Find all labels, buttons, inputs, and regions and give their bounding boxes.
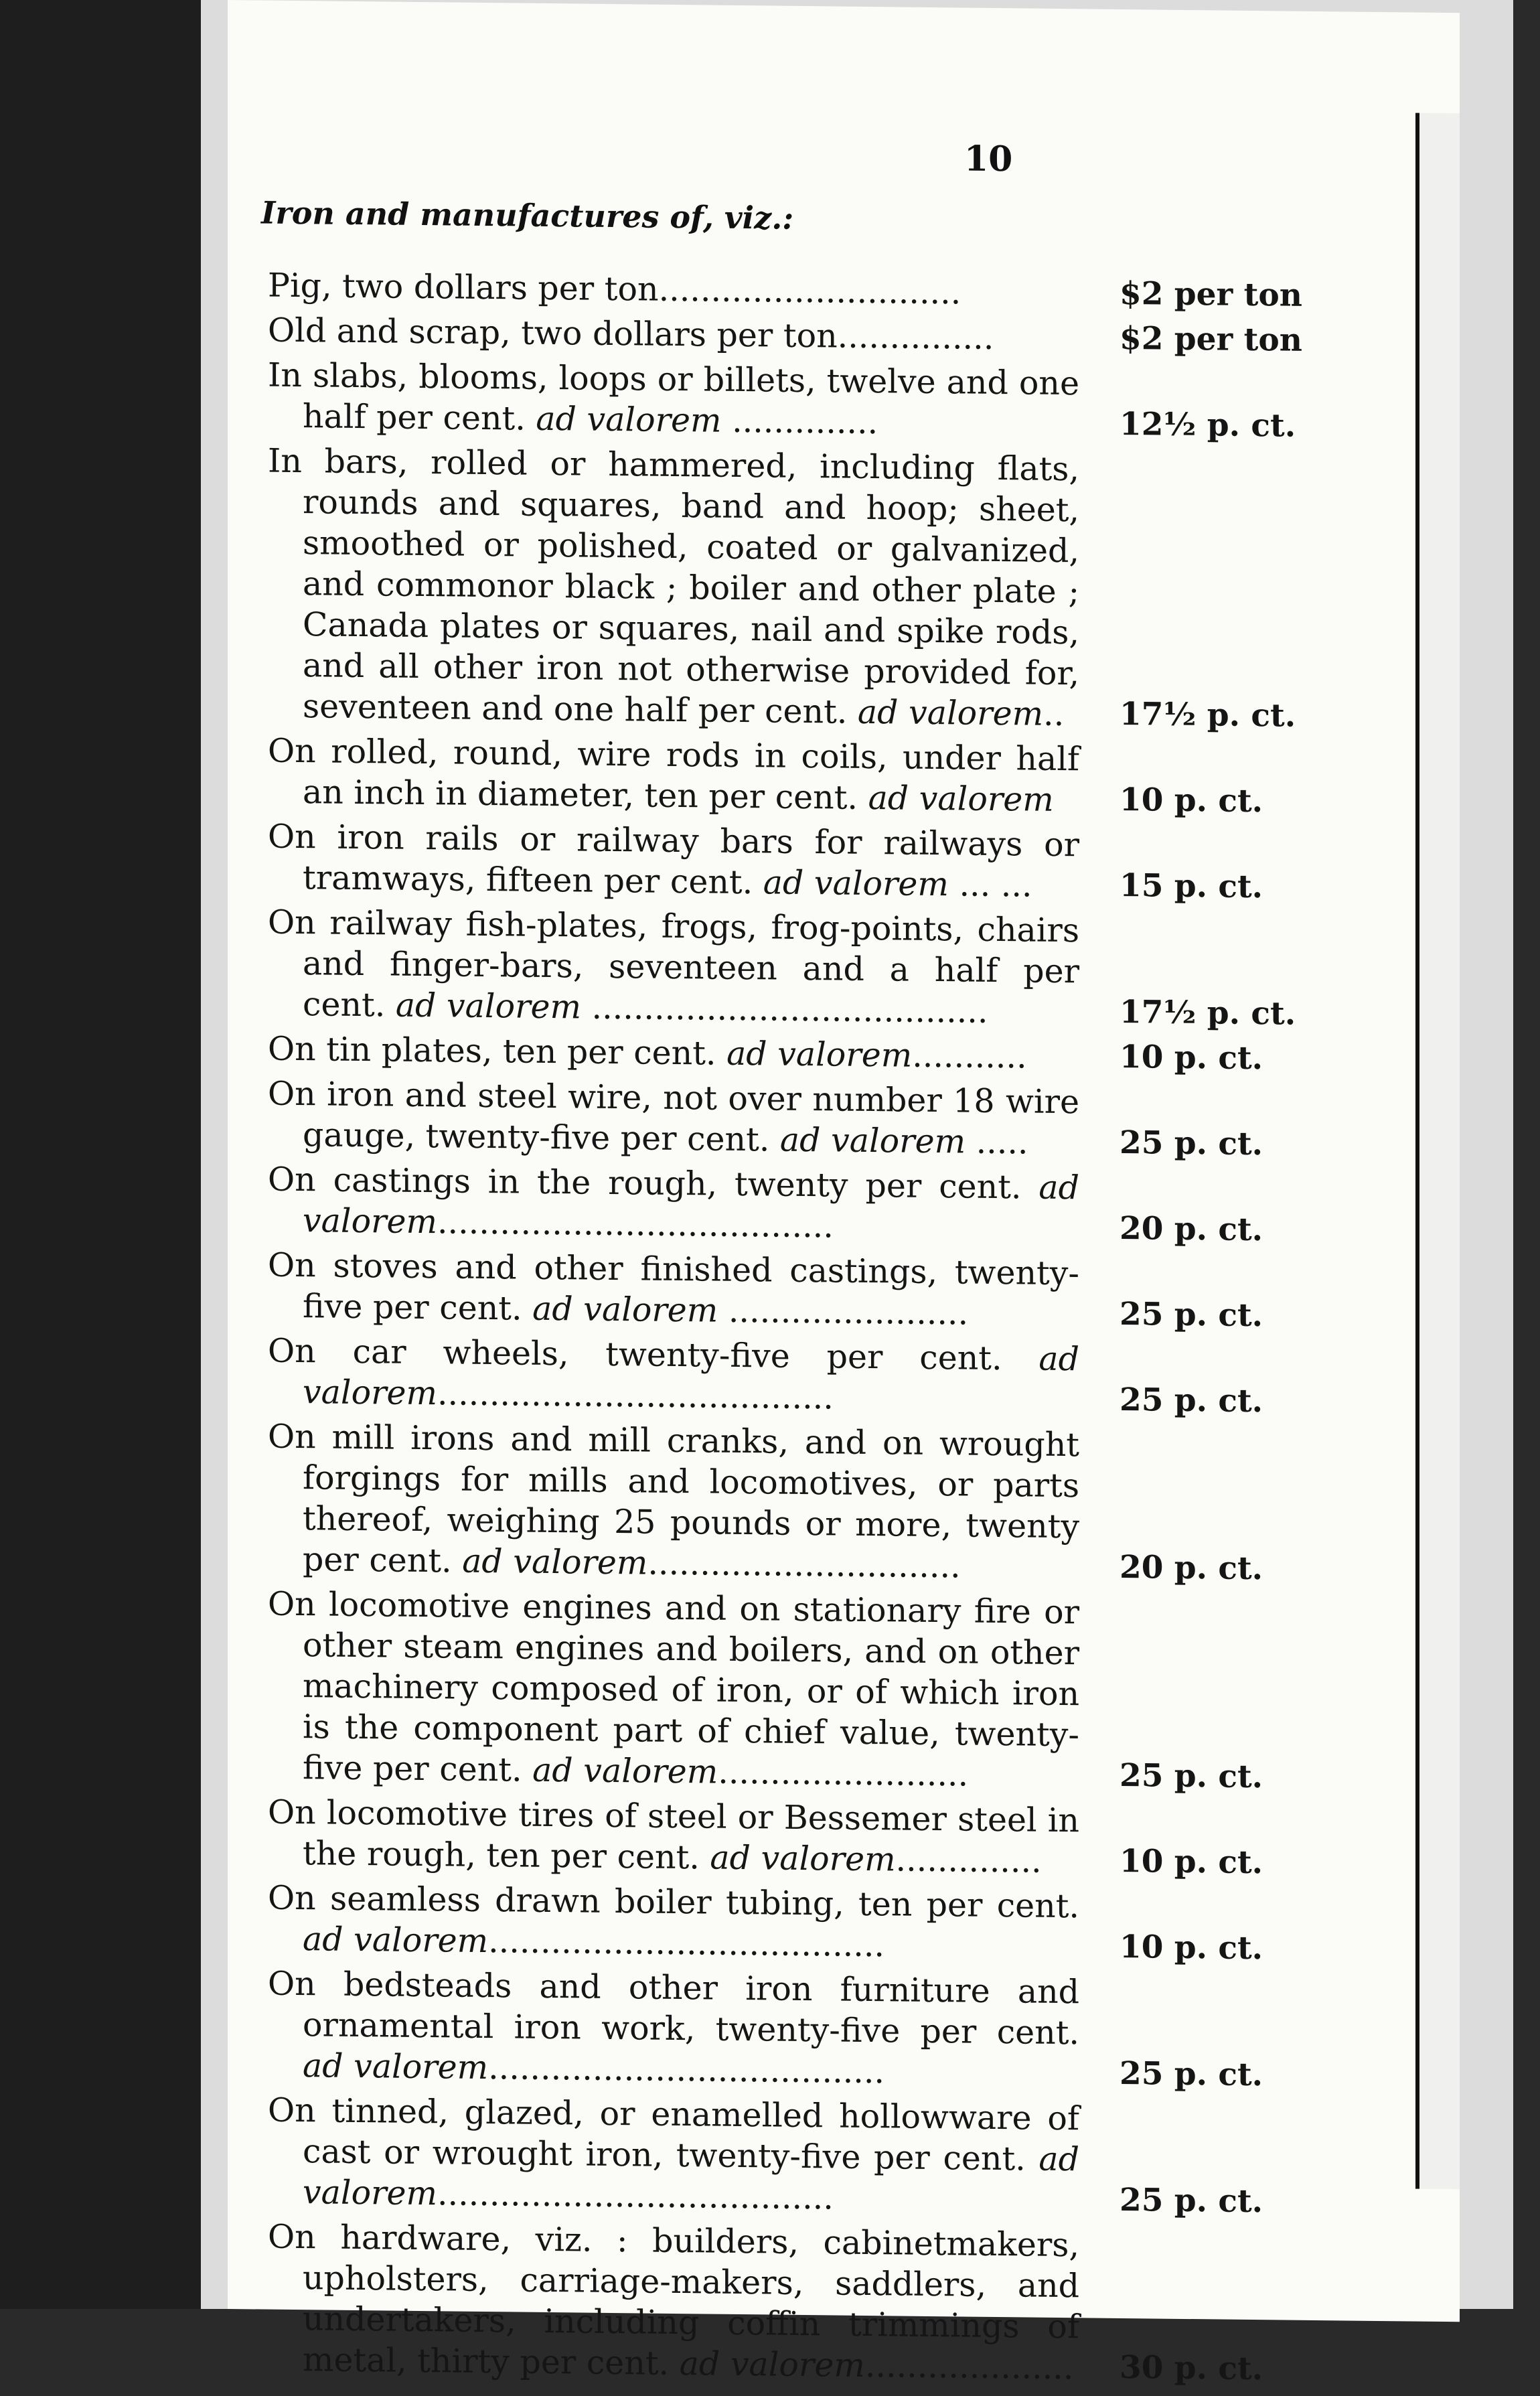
entry-leader: ...................................... [437, 2174, 834, 2217]
duty-rate: 12½ p. ct. [1120, 405, 1296, 445]
tariff-entries [268, 265, 1339, 2395]
tariff-entry [268, 1792, 1339, 1885]
entry-leader: .............. [895, 1840, 1042, 1880]
duty-rate: 15 p. ct. [1120, 867, 1263, 906]
entry-text: On iron rails or railway bars for railways or tramways, fifteen per cent. [268, 817, 1079, 902]
duty-rate: 10 p. ct. [1120, 1842, 1263, 1882]
entry-italic: ad valorem [857, 692, 1044, 733]
facing-page-edge [1415, 113, 1460, 2190]
duty-rate: 10 p. ct. [1120, 781, 1263, 820]
duty-rate: 25 p. ct. [1120, 1295, 1263, 1335]
tariff-entry [268, 441, 1339, 738]
entry-italic: ad valorem [303, 1339, 1079, 1413]
entry-leader: ...................................... [488, 1922, 884, 1965]
entry-text: On mill irons and mill cranks, and on wrought forgings for mills and locomotives, or parts thereof, weighing 25 pounds or more, twenty per cent. [268, 1417, 1079, 1580]
tariff-entry [268, 1245, 1339, 1338]
page-number: 10 [964, 138, 1013, 180]
entry-leader: ........... [912, 1036, 1027, 1076]
entry-text: On locomotive tires of steel or Bessemer steel in the rough, ten per cent. [268, 1793, 1079, 1877]
entry-text: On locomotive engines and on stationary fire or other steam engines and boilers, and on other machinery composed of iron, or of which iron is the component part of chief value, twenty-five per cent. [268, 1584, 1079, 1789]
entry-text: Old and scrap, two dollars per ton [268, 311, 838, 356]
duty-rate: 17½ p. ct. [1120, 695, 1296, 735]
entry-text: In slabs, blooms, loops or billets, twelve and one half per cent. [268, 356, 1079, 438]
tariff-entry [268, 355, 1339, 448]
document-page [228, 0, 1460, 2388]
entry-leader: ..... [976, 1122, 1028, 1162]
duty-rate: 25 p. ct. [1120, 1381, 1263, 1420]
entry-text: On stoves and other finished castings, twenty-five per cent. [268, 1246, 1079, 1328]
entry-text: On car wheels, twenty-five per cent. [268, 1331, 1002, 1378]
section-heading: Iron and manufactures of, viz.: [261, 194, 794, 236]
entry-italic: ad valorem [303, 1920, 489, 1961]
entry-description [268, 731, 1079, 821]
entry-text: On rolled, round, wire rods in coils, under half an inch in diameter, ten per cent. [268, 731, 1079, 817]
entry-description [268, 2090, 1079, 2221]
entry-italic: ad valorem [710, 1838, 896, 1879]
tariff-entry [268, 1159, 1339, 1252]
entry-description [268, 902, 1079, 1033]
entry-italic: ad valorem [303, 1168, 1079, 1242]
entry-text: On castings in the rough, twenty per cent. [268, 1160, 1022, 1207]
duty-rate: 25 p. ct. [1120, 2181, 1263, 2221]
entry-description [268, 1073, 1079, 1164]
duty-rate: 20 p. ct. [1120, 1209, 1263, 1249]
entry-italic: ad valorem [726, 1034, 913, 1075]
entry-text: On hardware, viz. : builders, cabinetmakers, upholsters, carriage-makers, saddlers, and undertakers, including coffin trimmings of metal, thirty per cent. [268, 2217, 1079, 2383]
entry-italic: ad valorem [462, 1542, 648, 1582]
entry-leader: .. [1043, 694, 1065, 734]
tariff-entry [268, 816, 1339, 909]
entry-text: On tinned, glazed, or enamelled hollowware of cast or wrought iron, twenty-five per cent. [268, 2091, 1079, 2178]
entry-description [268, 1792, 1079, 1882]
entry-italic: ad valorem [763, 863, 949, 904]
entry-description [268, 2217, 1079, 2389]
tariff-entry [268, 902, 1339, 1036]
entry-leader: ...................................... [437, 1374, 834, 1417]
entry-text: On tin plates, ten per cent. [268, 1029, 716, 1073]
entry-description [268, 1584, 1079, 1797]
tariff-entry [268, 2217, 1339, 2391]
tariff-entry [268, 310, 1339, 362]
entry-italic: ad valorem [679, 2344, 865, 2385]
entry-description [268, 310, 1079, 360]
tariff-entry [268, 1584, 1339, 1799]
entry-leader: ... ... [959, 865, 1032, 905]
scan-background-left [0, 0, 201, 2309]
tariff-entry [268, 1073, 1339, 1167]
tariff-entry [268, 1331, 1339, 1424]
entry-leader: .............. [732, 401, 878, 442]
entry-text: On bedsteads and other iron furniture and ornamental iron work, twenty-five per cent. [268, 1964, 1079, 2052]
entry-description [268, 1245, 1079, 1335]
duty-rate: 25 p. ct. [1120, 1124, 1263, 1163]
entry-leader: ............................. [658, 270, 961, 312]
entry-leader: ....................... [728, 1291, 969, 1333]
entry-italic: ad valorem [536, 399, 722, 440]
entry-italic: ad valorem [395, 986, 581, 1027]
entry-italic: ad valorem [779, 1120, 966, 1161]
duty-rate: 25 p. ct. [1120, 2054, 1263, 2094]
duty-rate: 20 p. ct. [1120, 1548, 1263, 1588]
entry-description [268, 1331, 1079, 1421]
entry-leader: ...................................... [437, 1203, 834, 1246]
entry-italic: ad valorem [532, 1750, 718, 1791]
tariff-entry [268, 731, 1339, 824]
duty-rate: 10 p. ct. [1120, 1928, 1263, 1967]
entry-italic: ad valorem [532, 1289, 718, 1330]
tariff-entry [268, 1029, 1339, 1081]
entry-description [268, 1029, 1079, 1078]
tariff-entry [268, 2090, 1339, 2224]
entry-description [268, 265, 1079, 315]
duty-rate: 25 p. ct. [1120, 1756, 1263, 1796]
duty-rate: 10 p. ct. [1120, 1038, 1263, 1077]
entry-description [268, 1416, 1079, 1588]
entry-text: On railway fish-plates, frogs, frog-points, chairs and finger-bars, seventeen and a half per cent. [268, 903, 1079, 1025]
entry-leader: ........................ [718, 1752, 969, 1794]
duty-rate: $2 per ton [1120, 319, 1302, 359]
entry-text: In bars, rolled or hammered, including flats, rounds and squares, band and hoop; sheet, smoothed or polished, coated or galvanized, and commonor black ; boiler and other plate ; Canada plates or squares, nail and spike rods, and all other iron not otherwise provided for, seventeen and one half per cent. [268, 441, 1079, 731]
entry-leader: .................... [864, 2346, 1074, 2387]
duty-rate: $2 per ton [1120, 275, 1302, 314]
entry-leader: ............... [837, 317, 994, 357]
entry-description [268, 1963, 1079, 2095]
tariff-entry [268, 265, 1339, 317]
duty-rate: 17½ p. ct. [1120, 993, 1296, 1033]
entry-leader: ...................................... [488, 2048, 884, 2091]
entry-italic: ad valorem [868, 779, 1054, 819]
entry-text: Pig, two dollars per ton [268, 266, 659, 309]
entry-description [268, 355, 1079, 445]
entry-leader: ...................................... [591, 988, 988, 1031]
entry-description [268, 1159, 1079, 1250]
entry-text: On iron and steel wire, not over number 18 wire gauge, twenty-five per cent. [268, 1074, 1079, 1159]
tariff-entry [268, 1878, 1339, 1971]
entry-description [268, 441, 1079, 735]
tariff-entry [268, 1963, 1339, 2097]
entry-text: On seamless drawn boiler tubing, ten per cent. [268, 1878, 1079, 1926]
entry-italic: ad valorem [303, 2140, 1079, 2213]
duty-rate: 30 p. ct. [1120, 2348, 1263, 2388]
entry-italic: ad valorem [303, 2046, 489, 2087]
entry-description [268, 816, 1079, 907]
entry-description [268, 1878, 1079, 1968]
tariff-entry [268, 1416, 1339, 1591]
entry-leader: .............................. [647, 1544, 961, 1586]
